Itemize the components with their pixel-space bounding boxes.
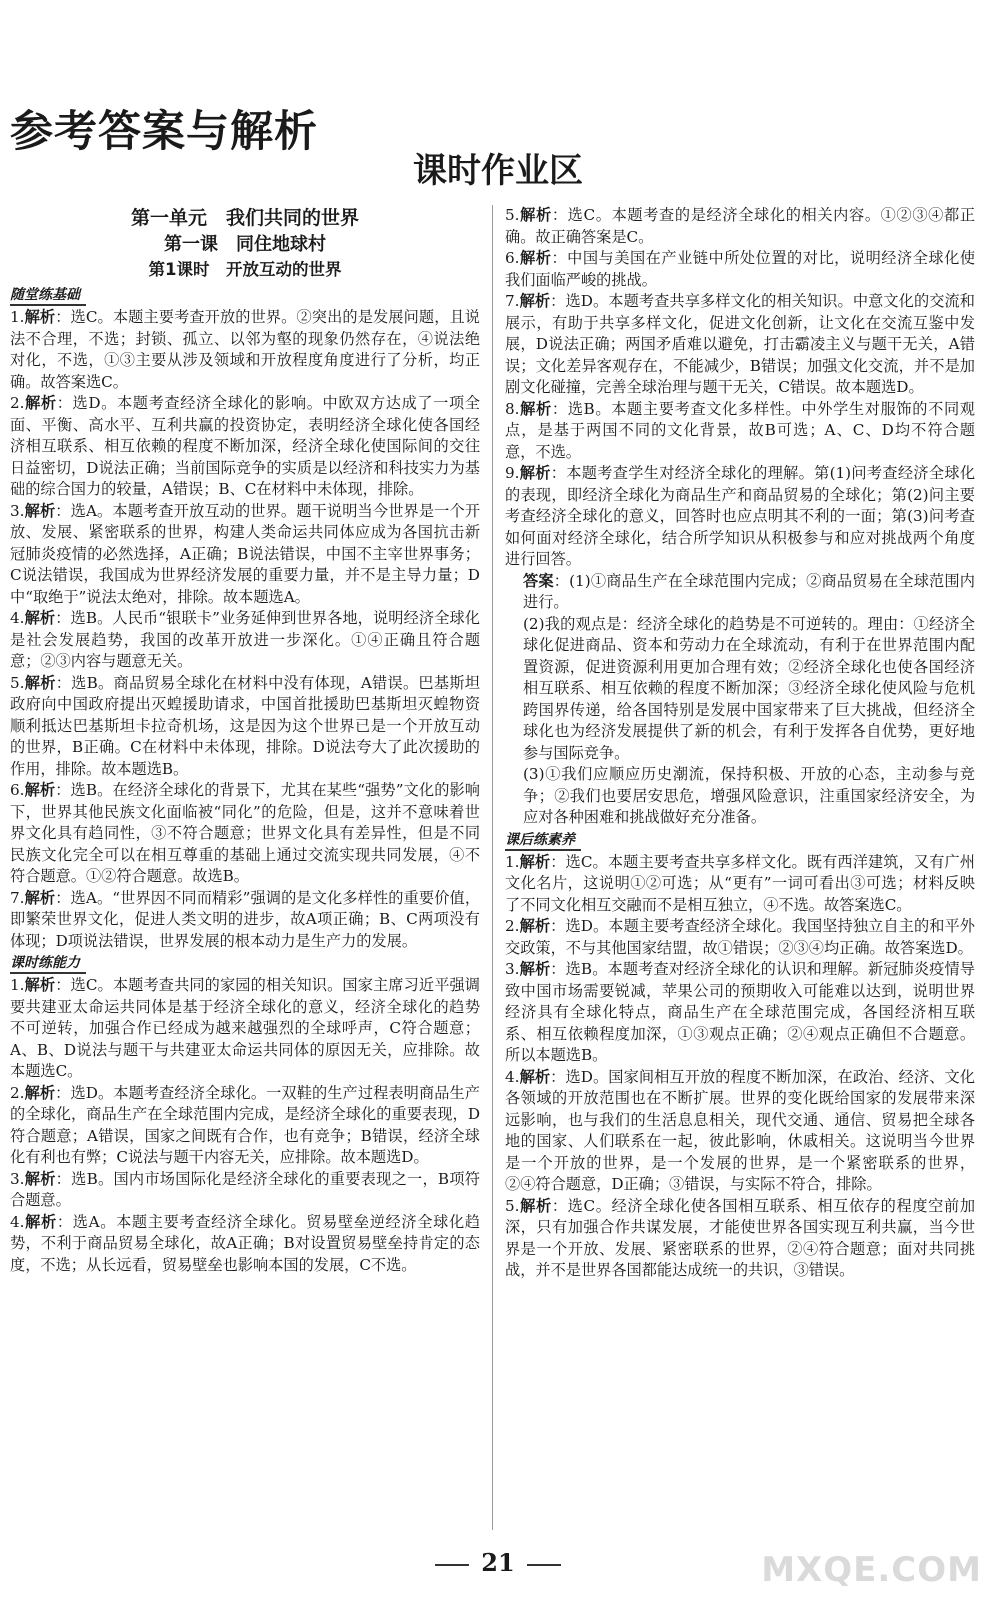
answer-item: 7.解析：选A。“世界因不同而精彩”强调的是文化多样性的重要价值，即繁荣世界文化，促进人类文明的进步，故A项正确；B、C两项没有体现；D项说法错误，世界发展的根本动力是生产力的发展。 — [10, 888, 481, 950]
answer-item: 4.解析：选A。本题主要考查经济全球化。贸易壁垒逆经济全球化趋势，不利于商品贸易全球化，故A正确；B对设置贸易壁垒持肯定的态度，不选；从长远看，贸易壁垒也影响本国的发展，C不选。 — [10, 1212, 481, 1274]
answer-item: 5.解析：选C。经济全球化使各国相互联系、相互依存的程度空前加深，只有加强合作共谋发展，才能使世界各国实现互利共赢，当今世界是一个开放、发展、紧密联系的世界，②④符合题意；面对共同挑战，并不是世界各国都能达成统一的共识，③错误。 — [505, 1196, 976, 1279]
block-label-literacy: 课后练素养 — [505, 831, 581, 851]
block-label-basic: 随堂练基础 — [10, 286, 86, 306]
answer-item: 3.解析：选B。国内市场国际化是经济全球化的重要表现之一，B项符合题意。 — [10, 1169, 480, 1209]
answer-item: 2.解析：选D。本题考查经济全球化。一双鞋的生产过程表明商品生产的全球化，商品生产在全球范围内完成，是经济全球化的重要表现，D符合题意；A错误，国家之间既有合作，也有竞争；B错误，经济全球化有利也有弊；C说法与题干内容无关，应排除。故本题选D。 — [10, 1083, 480, 1166]
answer-item: 5.解析：选C。本题考查的是经济全球化的相关内容。①②③④都正确。故正确答案是C。 — [505, 206, 976, 246]
answer-item: 4.解析：选B。人民币“银联卡”业务延伸到世界各地，说明经济全球化是社会发展趋势，我国的改革开放进一步深化。①④正确且符合题意；②③内容与题意无关。 — [10, 609, 480, 670]
answer-item: 4.解析：选D。国家间相互开放的程度不断加深，在政治、经济、文化各领域的开放范围也在不断扩展。世界的变化既给国家的发展带来深远影响，也与我们的生活息息相关，现代交通、通信、贸易把全球各地的国家、人们联系在一起，彼此影响，休戚相关。这说明当今世界是一个开放的世界，是一个发展的世界，是一个紧密联系的世界，②④符合题意，D正确；③错误，与实际不符合，排除。 — [505, 1067, 975, 1193]
answer-item: 3.解析：选A。本题考查开放互动的世界。题干说明当今世界是一个开放、发展、紧密联系的世界，构建人类命运共同体应成为各国抗击新冠肺炎疫情的必然选择，A正确；B说法错误，中国不主宰世界事务；C说法错误，我国成为世界经济发展的重要力量，并不是主导力量；D中“取绝于”说法太绝对，排除。故本题选A。 — [10, 501, 481, 606]
column-divider — [492, 205, 493, 1530]
answer-item: 1.解析：选C。本题主要考查开放的世界。②突出的是发展问题，且说法不合理，不选；封锁、孤立、以邻为壑的现象仍然存在，④说法绝对化，不选，①③主要从涉及领域和开放程度角度进行了分析，均正确。故答案选C。 — [10, 308, 480, 391]
answer-item: 8.解析：选B。本题主要考查文化多样性。中外学生对服饰的不同观点，是基于两国不同的文化背景，故B可选；A、C、D均不符合题意，不选。 — [505, 399, 975, 461]
unit-title: 第一单元 我们共同的世界 — [130, 207, 359, 229]
right-column — [505, 205, 975, 1282]
watermark: MXQE.COM — [761, 1550, 982, 1590]
answer-item: 3.解析：选B。本题考查对经济全球化的认识和理解。新冠肺炎疫情导致中国市场需要锐减，苹果公司的预期收入可能难以达到，说明世界经济具有全球化特点，商品生产在全球范围完成，各国经济相互联系、相互依赖程度加深，①③观点正确；②④观点正确但不合题意。所以本题选B。 — [505, 960, 975, 1064]
answer-item: 9.解析：本题考查学生对经济全球化的理解。第(1)问考查经济全球化的表现，即经济全球化为商品生产和商品贸易的全球化；第(2)问主要考查经济全球化的意义，回答时也应点明其不利的一面；第(3)问考查如何面对经济全球化，结合所学知识从积极参与和应对挑战两个角度进行回答。 — [505, 464, 976, 568]
answer-item: 2.解析：选D。本题考查经济全球化的影响。中欧双方达成了一项全面、平衡、高水平、互利共赢的投资协定，表明经济全球化使各国经济相互联系、相互依赖的程度不断加深，经济全球化使国际间的交往日益密切，D说法正确；当前国际竞争的实质是以经济和科技实力为基础的综合国力的较量，A错误；B、C在材料中未体现，排除。 — [10, 394, 480, 498]
answer-key-part2: (2)我的观点是：经济全球化的趋势是不可逆转的。理由：①经济全球化促进商品、资本和劳动力在全球流动，有利于在世界范围内配置资源，促进资源利用更加合理有效；②经济全球化也使各国经济相互联系、相互依赖的程度不断加深；③经济全球化使风险与危机跨国界传递，给各国特别是发展中国家带来了巨大挑战，但经济全球化也为经济发展提供了新的机会，有利于发挥各自优势，更好地参与国际竞争。 — [523, 614, 975, 762]
answer-item: 7.解析：选D。本题考查共享多样文化的相关知识。中意文化的交流和展示，有助于共享多样文化，促进文化创新，让文化在交流互鉴中发展，D说法正确；两国矛盾难以避免，打击霸凌主义与题干无关，A错误；文化差异客观存在，不能减少，B错误；加强文化交流，并不是加剧文化碰撞，完善全球治理与题干无关，C错误。故本题选D。 — [505, 292, 975, 396]
answer-item: 1.解析：选C。本题主要考查共享多样文化。既有西洋建筑，又有广州文化名片，这说明①②可选；从“更有”一词可看出③可选；材料反映了不同文化相互交融而不是相互独立，④不选。故答案选C。 — [505, 852, 975, 914]
answer-item: 1.解析：选C。本题考查共同的家园的相关知识。国家主席习近平强调要共建亚太命运共同体是基于经济全球化的意义，经济全球化的趋势不可逆转，加强合作已经成为越来越强烈的全球呼声，C符合题意；A、B、D说法与题干与共建亚太命运共同体的原因无关，应排除。故本题选C。 — [10, 976, 480, 1080]
answer-item: 5.解析：选B。商品贸易全球化在材料中没有体现，A错误。巴基斯坦政府向中国政府提出灭蝗援助请求，中国首批援助巴基斯坦灭蝗物资顺利抵达巴基斯坦卡拉奇机场，这是因为这个世界已是一个开放互动的世界，B正确。C在材料中未体现，排除。D说法夸大了此次援助的作用，排除。故本题选B。 — [10, 673, 480, 778]
ability-answers — [10, 975, 480, 1276]
page-title: 参考答案与解析 — [10, 107, 318, 157]
answer-key: 答案：(1)①商品生产在全球范围内完成；②商品贸易在全球范围内进行。 — [523, 571, 975, 611]
answer-item: 6.解析：选B。在经济全球化的背景下，尤其在某些“强势”文化的影响下，世界其他民族文化面临被“同化”的危险，但是，这并不意味着世界文化具有趋同性，③不符合题意；世界文化具有差异性，但是不同民族文化完全可以在相互尊重的基础上通过交流实现共同发展，④不符合题意。①②符合题意。故选B。 — [10, 781, 480, 885]
answer-item: 6.解析：中国与美国在产业链中所处位置的对比，说明经济全球化使我们面临严峻的挑战。 — [505, 249, 976, 289]
period-title: 第1课时 开放互动的世界 — [148, 260, 342, 279]
basic-answers — [10, 307, 480, 952]
basic-answers-continued — [505, 205, 975, 829]
lesson-title: 第一课 同住地球村 — [164, 234, 326, 255]
section-title: 课时作业区 — [413, 151, 583, 191]
block-label-ability: 课时练能力 — [10, 954, 86, 974]
literacy-answers — [505, 852, 975, 1282]
answer-key-part3: (3)①我们应顺应历史潮流，保持积极、开放的心态，主动参与竞争；②我们也要居安思危，增强风险意识，注重国家经济安全，为应对各种困难和挑战做好充分准备。 — [523, 765, 975, 826]
left-column — [10, 205, 480, 1276]
answer-item: 2.解析：选D。本题主要考查经济全球化。我国坚持独立自主的和平外交政策，不与其他国家结盟，故①错误；②③④均正确。故答案选D。 — [505, 917, 975, 957]
page-number: 21 — [0, 1548, 996, 1577]
